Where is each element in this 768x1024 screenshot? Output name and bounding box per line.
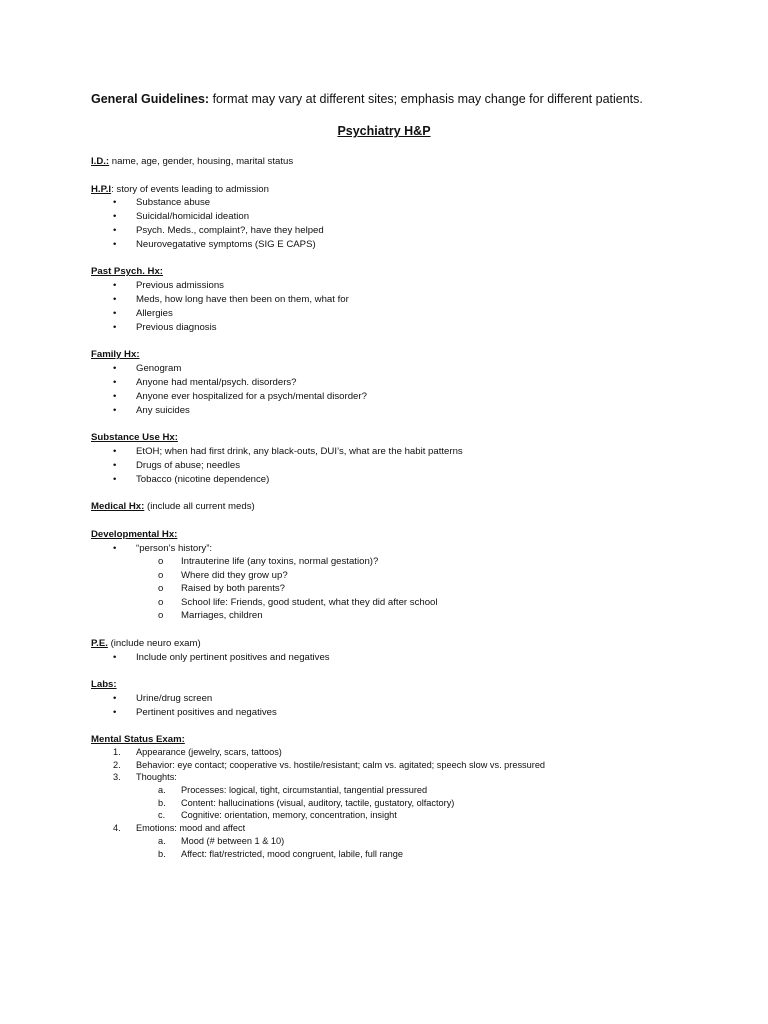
past-psych-item: Meds, how long have then been on them, what for [136, 294, 349, 305]
mse-letter: b. [158, 849, 166, 859]
past-psych-heading: Past Psych. Hx: [91, 266, 163, 277]
developmental-heading: Developmental Hx: [91, 529, 178, 540]
bullet: • [113, 197, 117, 208]
mse-line [91, 734, 185, 746]
hpi-text: : story of events leading to admission [111, 184, 269, 195]
mse-item: Appearance (jewelry, scars, tattoos) [136, 747, 282, 757]
medical-heading: Medical Hx: [91, 501, 145, 512]
family-item: Anyone ever hospitalized for a psych/mental disorder? [136, 391, 367, 402]
mse-subitem: Mood (# between 1 & 10) [181, 836, 285, 846]
mse-number: 4. [113, 823, 121, 833]
labs-item: Urine/drug screen [136, 693, 213, 704]
bullet: • [113, 460, 117, 471]
developmental-subitem: Where did they grow up? [181, 570, 288, 581]
bullet: • [113, 693, 117, 704]
medical-line [91, 501, 255, 513]
mse-heading: Mental Status Exam: [91, 734, 185, 745]
document-title: Psychiatry H&P [337, 124, 431, 138]
bullet: • [113, 446, 117, 457]
medical-text: (include all current meds) [144, 501, 255, 512]
family-item: Genogram [136, 363, 182, 374]
sub-marker: o [158, 610, 164, 621]
sub-marker: o [158, 556, 164, 567]
past-psych-item: Previous diagnosis [136, 322, 217, 333]
developmental-subitem: Marriages, children [181, 610, 263, 621]
substance-item: Tobacco (nicotine dependence) [136, 474, 270, 485]
bullet: • [113, 322, 117, 333]
bullet: • [113, 280, 117, 291]
mse-number: 3. [113, 772, 121, 782]
developmental-subitem: Raised by both parents? [181, 583, 285, 594]
developmental-subitem: Intrauterine life (any toxins, normal gestation)? [181, 556, 379, 567]
mse-letter: a. [158, 785, 166, 795]
guidelines-label: General Guidelines: [91, 92, 210, 106]
past-psych-line [91, 266, 163, 278]
past-psych-item: Allergies [136, 308, 173, 319]
sub-marker: o [158, 597, 164, 608]
mse-subitem: Content: hallucinations (visual, auditory, tactile, gustatory, olfactory) [181, 798, 455, 808]
id-text: name, age, gender, housing, marital status [109, 156, 294, 167]
family-line [91, 349, 140, 361]
sub-marker: o [158, 570, 164, 581]
mse-letter: a. [158, 836, 166, 846]
hpi-item: Suicidal/homicidal ideation [136, 211, 250, 222]
id-heading: I.D.: [91, 156, 110, 167]
mse-subitem: Affect: flat/restricted, mood congruent, labile, full range [181, 849, 403, 859]
pe-item: Include only pertinent positives and negatives [136, 652, 330, 663]
developmental-item: “person’s history”: [136, 543, 213, 554]
bullet: • [113, 652, 117, 663]
bullet: • [113, 377, 117, 388]
pe-text: (include neuro exam) [107, 638, 201, 649]
bullet: • [113, 543, 117, 554]
mse-item: Emotions: mood and affect [136, 823, 246, 833]
bullet: • [113, 211, 117, 222]
hpi-item: Substance abuse [136, 197, 211, 208]
labs-heading: Labs: [91, 679, 117, 690]
bullet: • [113, 363, 117, 374]
hpi-line [91, 184, 269, 196]
family-item: Any suicides [136, 405, 190, 416]
substance-item: Drugs of abuse; needles [136, 460, 240, 471]
labs-item: Pertinent positives and negatives [136, 707, 277, 718]
substance-line [91, 432, 178, 444]
family-heading: Family Hx: [91, 349, 140, 360]
substance-item: EtOH; when had first drink, any black-outs, DUI’s, what are the habit patterns [136, 446, 463, 457]
developmental-line [91, 529, 177, 541]
mse-subitem: Processes: logical, tight, circumstantial, tangential pressured [181, 785, 428, 795]
bullet: • [113, 225, 117, 236]
id-line [91, 156, 293, 168]
hpi-heading: H.P.I [91, 184, 112, 195]
pe-heading: P.E. [91, 638, 108, 649]
labs-line [91, 679, 117, 691]
hpi-item: Psych. Meds., complaint?, have they helped [136, 225, 324, 236]
mse-subitem: Cognitive: orientation, memory, concentration, insight [181, 810, 397, 820]
bullet: • [113, 308, 117, 319]
bullet: • [113, 474, 117, 485]
general-guidelines [91, 92, 643, 106]
hpi-item: Neurovegatative symptoms (SIG E CAPS) [136, 239, 316, 250]
guidelines-text: format may vary at different sites; emphasis may change for different patients. [209, 92, 643, 106]
pe-line [91, 638, 201, 650]
mse-letter: c. [158, 810, 166, 820]
bullet: • [113, 239, 117, 250]
substance-heading: Substance Use Hx: [91, 432, 178, 443]
mse-item: Thoughts: [136, 772, 177, 782]
bullet: • [113, 405, 117, 416]
bullet: • [113, 294, 117, 305]
family-item: Anyone had mental/psych. disorders? [136, 377, 297, 388]
mse-item: Behavior: eye contact; cooperative vs. hostile/resistant; calm vs. agitated; speech slow vs. pressured [136, 760, 546, 770]
mse-number: 2. [113, 760, 121, 770]
mse-number: 1. [113, 747, 121, 757]
past-psych-item: Previous admissions [136, 280, 224, 291]
sub-marker: o [158, 583, 164, 594]
bullet: • [113, 707, 117, 718]
mse-letter: b. [158, 798, 166, 808]
developmental-subitem: School life: Friends, good student, what they did after school [181, 597, 438, 608]
bullet: • [113, 391, 117, 402]
